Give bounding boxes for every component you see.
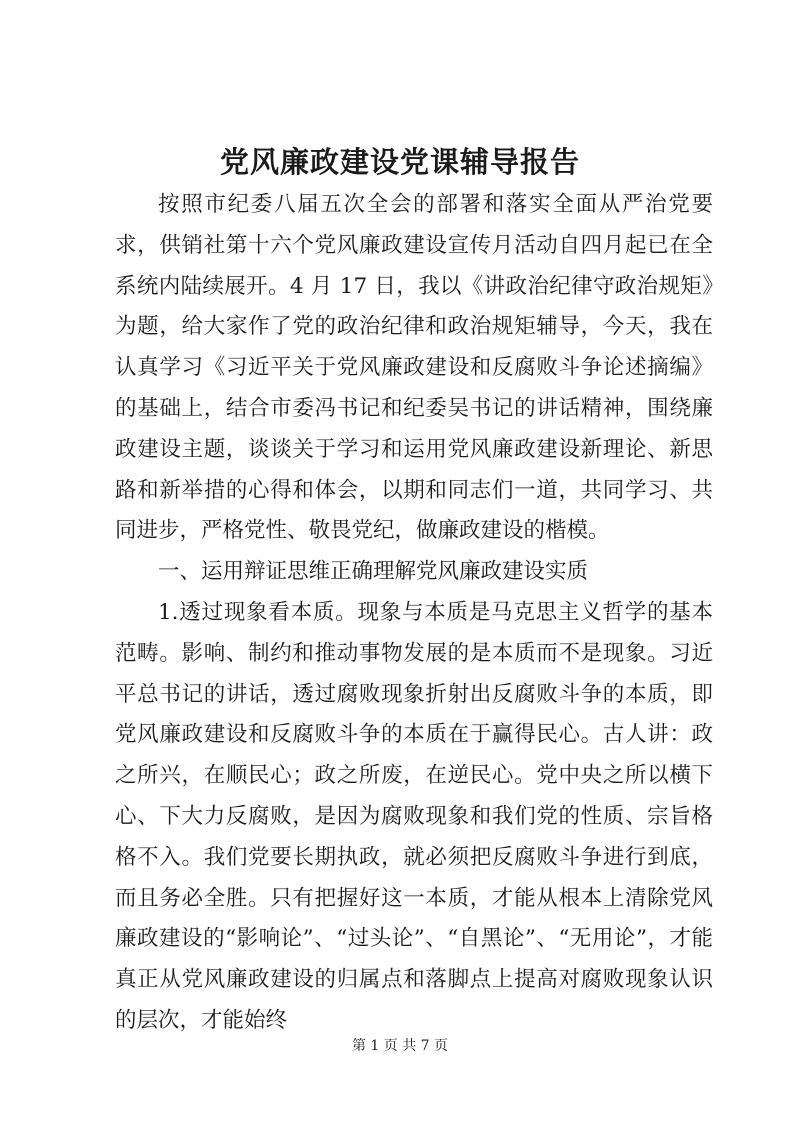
document-title: 党风廉政建设党课辅导报告 bbox=[219, 145, 580, 179]
document-body bbox=[115, 185, 713, 1042]
section-heading-1: 一、运用辩证思维正确理解党风廉政建设实质 bbox=[158, 559, 589, 585]
page-number-footer: 第 1 页 共 7 页 bbox=[351, 1038, 449, 1054]
intro-paragraph: 按照市纪委八届五次全会的部署和落实全面从严治党要求，供销社第十六个党风廉政建设宣传月活动自四月起已在全系统内陆续展开。4 月 17 日，我以《讲政治纪律守政治规矩》为题，给大家作了党的政治纪律和政治规矩辅导，今天，我在认真学习《习近平关于党风廉政建设和反腐败斗争论述摘编》的基础上，结合市委冯书记和纪委吴书记的讲话精神，围绕廉政建设主题，谈谈关于学习和运用党风廉政建设新理论、新思路和新举措的心得和体会，以期和同志们一道，共同学习、共同进步，严格党性、敬畏党纪，做廉政建设的楷模。 bbox=[115, 192, 713, 544]
subsection-paragraph-1: 1.透过现象看本质。现象与本质是马克思主义哲学的基本范畴。影响、制约和推动事物发展的是本质而不是现象。习近平总书记的讲话，透过腐败现象折射出反腐败斗争的本质，即党风廉政建设和反腐败斗争的本质在于赢得民心。古人讲：政之所兴，在顺民心；政之所废，在逆民心。党中央之所以横下心、下大力反腐败，是因为腐败现象和我们党的性质、宗旨格格不入。我们党要长期执政，就必须把反腐败斗争进行到底，而且务必全胜。只有把握好这一本质，才能从根本上清除党风廉政建设的“影响论”、“过头论”、“自黑论”、“无用论”，才能真正从党风廉政建设的归属点和落脚点上提高对腐败现象认识的层次，才能始终 bbox=[115, 599, 713, 1033]
